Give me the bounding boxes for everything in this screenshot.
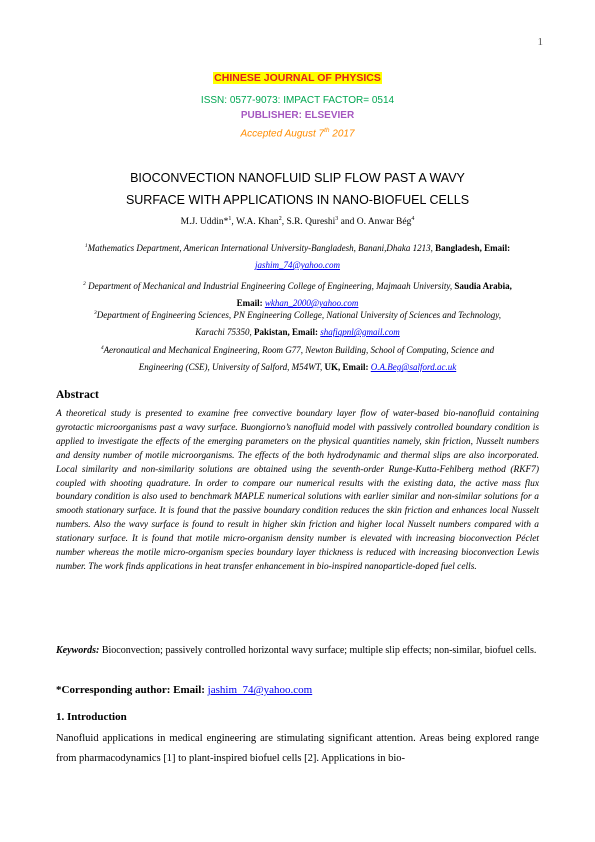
affiliation-2-email[interactable]: wkhan_2000@yahoo.com (264, 298, 359, 308)
corresponding-email[interactable]: jashim_74@yahoo.com (207, 684, 313, 696)
accepted-date: Accepted August 7th 2017 (240, 127, 355, 140)
keywords-label: Keywords: (56, 645, 100, 656)
affiliation-3: $^3$Department of Engineering Sciences, PN Engineering College, National University of Sciences and Technology, Karachi 75350, Pakistan, Email: shafiqpnl@gmail.com (93, 310, 502, 337)
abstract-body: A theoretical study is presented to examine free convective boundary layer flow of water-based bio-nanofluid containing gyrotactic microorganisms past a wavy surface. Buongiorno’s nanofluid model with passively controlled boundary condition is applied to investigate the effects of the emerging parameters on the physical quantities namely, skin friction, Nusselt numbers and density number of motile microorganisms. The effects of the both hydrodynamic and thermal slips are also incorporated. Local similarity and non-similarity solutions are obtained using the seventh-order Runge-Kutta-Fehlberg method (RKF7) coupled with shooting quadrature. In order to compare our numerical results with the existing data, the active mass flux boundary condition is also used to benchmark MAPLE numerical solutions with earlier similar and non-similar solutions for a smooth stationary surface. It is found that the passive boundary condition reduces the skin friction and enhances local Nusselt numbers. Also the wavy surface is found to result in higher skin friction and higher local Nusselt numbers compared with a stationary surface. It is found that motile micro-organism density number is elevated with increasing bioconvection Péclet number whereas the motile micro-organism species boundary layer thickness is reduced with increasing bioconvection Lewis number. The work finds applications in heat transfer enhancement in bio-inspired nanoparticle-doped fuel cells. (56, 409, 539, 572)
abstract-heading: Abstract (56, 389, 99, 401)
journal-issn: ISSN: 0577-9073: IMPACT FACTOR= 0514 (200, 95, 395, 106)
affiliation-1: $^1$Mathematics Department, American International University-Bangladesh, Banani,Dhaka 1213, Bangladesh, Email: jashim_74@yahoo.com (84, 243, 511, 270)
author-affiliation-mark: 4 (411, 216, 415, 222)
journal-publisher: PUBLISHER: ELSEVIER (240, 110, 355, 121)
affiliation-2: $^2$ Department of Mechanical and Industrial Engineering College of Engineering, Majmaah University, Saudia Arabia, Email: wkhan_2000@yahoo.com (83, 281, 512, 308)
author-affiliation-mark: 1 (228, 216, 232, 222)
journal-name: CHINESE JOURNAL OF PHYSICS (214, 72, 381, 84)
author-affiliation-mark: 2 (278, 216, 282, 222)
corresponding-author: *Corresponding author: Email: jashim_74@yahoo.com (56, 684, 313, 696)
affiliation-4: $^4$Aeronautical and Mechanical Engineering, Room G77, Newton Building, School of Computing, Science and Engineering (CSE), University of Salford, M54WT, UK, Email: O.A.Beg@salford.ac.uk (100, 345, 495, 372)
paper-title-line-2: SURFACE WITH APPLICATIONS IN NANO-BIOFUEL CELLS (125, 193, 470, 207)
author-separator: , (231, 217, 237, 228)
author-separator: , (281, 217, 287, 228)
author-name: S.R. Qureshi (286, 217, 336, 228)
author-affiliation-mark: 3 (335, 216, 339, 222)
keywords (56, 643, 539, 659)
author-name: W.A. Khan (236, 217, 279, 228)
affiliation-3-email[interactable]: shafiqpnl@gmail.com (320, 327, 400, 337)
affiliation-1-email[interactable]: jashim_74@yahoo.com (254, 260, 341, 270)
author-name: M.J. Uddin* (180, 217, 229, 228)
keywords-text: Bioconvection; passively controlled horizontal wavy surface; multiple slip effects; non-similar, biofuel cells. (99, 645, 537, 656)
affiliation-4-email[interactable]: O.A.Beg@salford.ac.uk (370, 362, 457, 372)
author-list (0, 216, 595, 227)
introduction-heading: 1. Introduction (56, 711, 127, 723)
page-number: 1 (537, 36, 543, 48)
paper-title-line-1: BIOCONVECTION NANOFLUID SLIP FLOW PAST A WAVY (130, 171, 465, 185)
author-separator: and (338, 217, 357, 228)
introduction-body: Nanofluid applications in medical engineering are stimulating significant attention. Areas being explored range from pharmacodynamics [1] to plant-inspired biofuel cells [2]. Applications in bio- (56, 733, 539, 764)
author-name: O. Anwar Bég (356, 217, 412, 228)
